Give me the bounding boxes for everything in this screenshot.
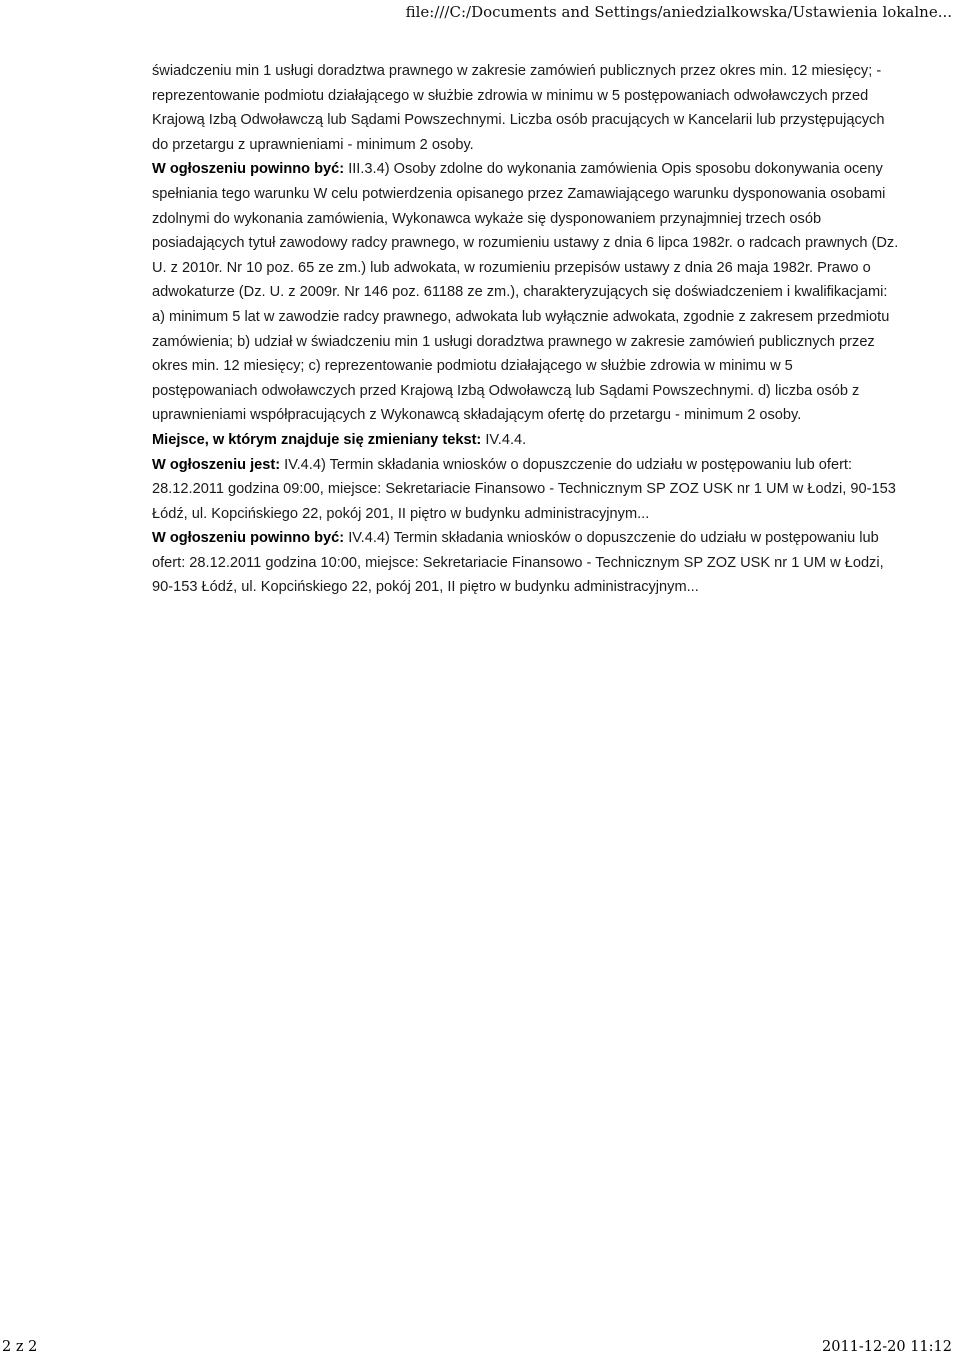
- paragraph-requirements: [152, 59, 900, 157]
- label-should-be: W ogłoszeniu powinno być:: [152, 530, 345, 547]
- document-body: [152, 59, 900, 600]
- paragraph-is: [152, 453, 900, 527]
- page-number: 2 z 2: [2, 1339, 38, 1355]
- label-changed-location: Miejsce, w którym znajduje się zmieniany tekst:: [152, 431, 482, 448]
- paragraph-should-be-iii: [152, 157, 900, 428]
- paragraph-text: IV.4.4) Termin składania wniosków o dopuszczenie do udziału w postępowaniu lub ofert: 28.12.2011 godzina 10:00, miejsce: Sekretariacie Finansowo - Technicznym SP ZOZ USK nr 1 UM w Łodzi, 90-153 Łódź, ul. Kopcińskiego 22, pokój 201, II piętro w budynku administracyjnym...: [152, 530, 884, 596]
- paragraph-changed-location: [152, 428, 900, 453]
- paragraph-text: IV.4.4) Termin składania wniosków o dopuszczenie do udziału w postępowaniu lub ofert: 28.12.2011 godzina 09:00, miejsce: Sekretariacie Finansowo - Technicznym SP ZOZ USK nr 1 UM w Łodzi, 90-153 Łódź, ul. Kopcińskiego 22, pokój 201, II piętro w budynku administracyjnym...: [152, 456, 896, 522]
- label-should-be: W ogłoszeniu powinno być:: [152, 161, 345, 178]
- print-datetime: 2011-12-20 11:12: [822, 1339, 952, 1355]
- label-is: W ogłoszeniu jest:: [152, 456, 281, 473]
- paragraph-text: III.3.4) Osoby zdolne do wykonania zamówienia Opis sposobu dokonywania oceny spełniania tego warunku W celu potwierdzenia opisanego przez Zamawiającego warunku dysponowania osobami zdolnymi do wykonania zamówienia, Wykonawca wykaże się dysponowaniem przynajmniej trzech osób posiadających tytuł zawodowy radcy prawnego, w rozumieniu ustawy z dnia 6 lipca 1982r. o radcach prawnych (Dz. U. z 2010r. Nr 10 poz. 65 ze zm.) lub adwokata, w rozumieniu przepisów ustawy z dnia 26 maja 1982r. Prawo o adwokaturze (Dz. U. z 2009r. Nr 146 poz. 61188 ze zm.), charakteryzujących się doświadczeniem i kwalifikacjami: a) minimum 5 lat w zawodzie radcy prawnego, adwokata lub wyłącznie adwokata, zgodnie z zakresem przedmiotu zamówienia; b) udział w świadczeniu min 1 usługi doradztwa prawnego w zakresie zamówień publicznych przez okres min. 12 miesięcy; c) reprezentowanie podmiotu działającego w służbie zdrowia w minimu w 5 postępowaniach odwoławczych przed Krajową Izbą Odwoławczą lub Sądami Powszechnymi. d) liczba osób z uprawnieniami współpracujących z Wykonawcą składającym ofertę do przetargu - minimum 2 osoby.: [152, 161, 899, 424]
- page-url-header: file:///C:/Documents and Settings/aniedzialkowska/Ustawienia lokalne...: [405, 3, 952, 21]
- paragraph-text: świadczeniu min 1 usługi doradztwa prawnego w zakresie zamówień publicznych przez okres min. 12 miesięcy; - reprezentowanie podmiotu działającego w służbie zdrowia w minimu w 5 postępowaniach odwoławczych przed Krajową Izbą Odwoławczą lub Sądami Powszechnymi. Liczba osób pracujących w Kancelarii lub przystępujących do przetargu z uprawnieniami - minimum 2 osoby.: [152, 63, 885, 153]
- paragraph-should-be-iv: [152, 526, 900, 600]
- paragraph-text: IV.4.4.: [481, 431, 527, 448]
